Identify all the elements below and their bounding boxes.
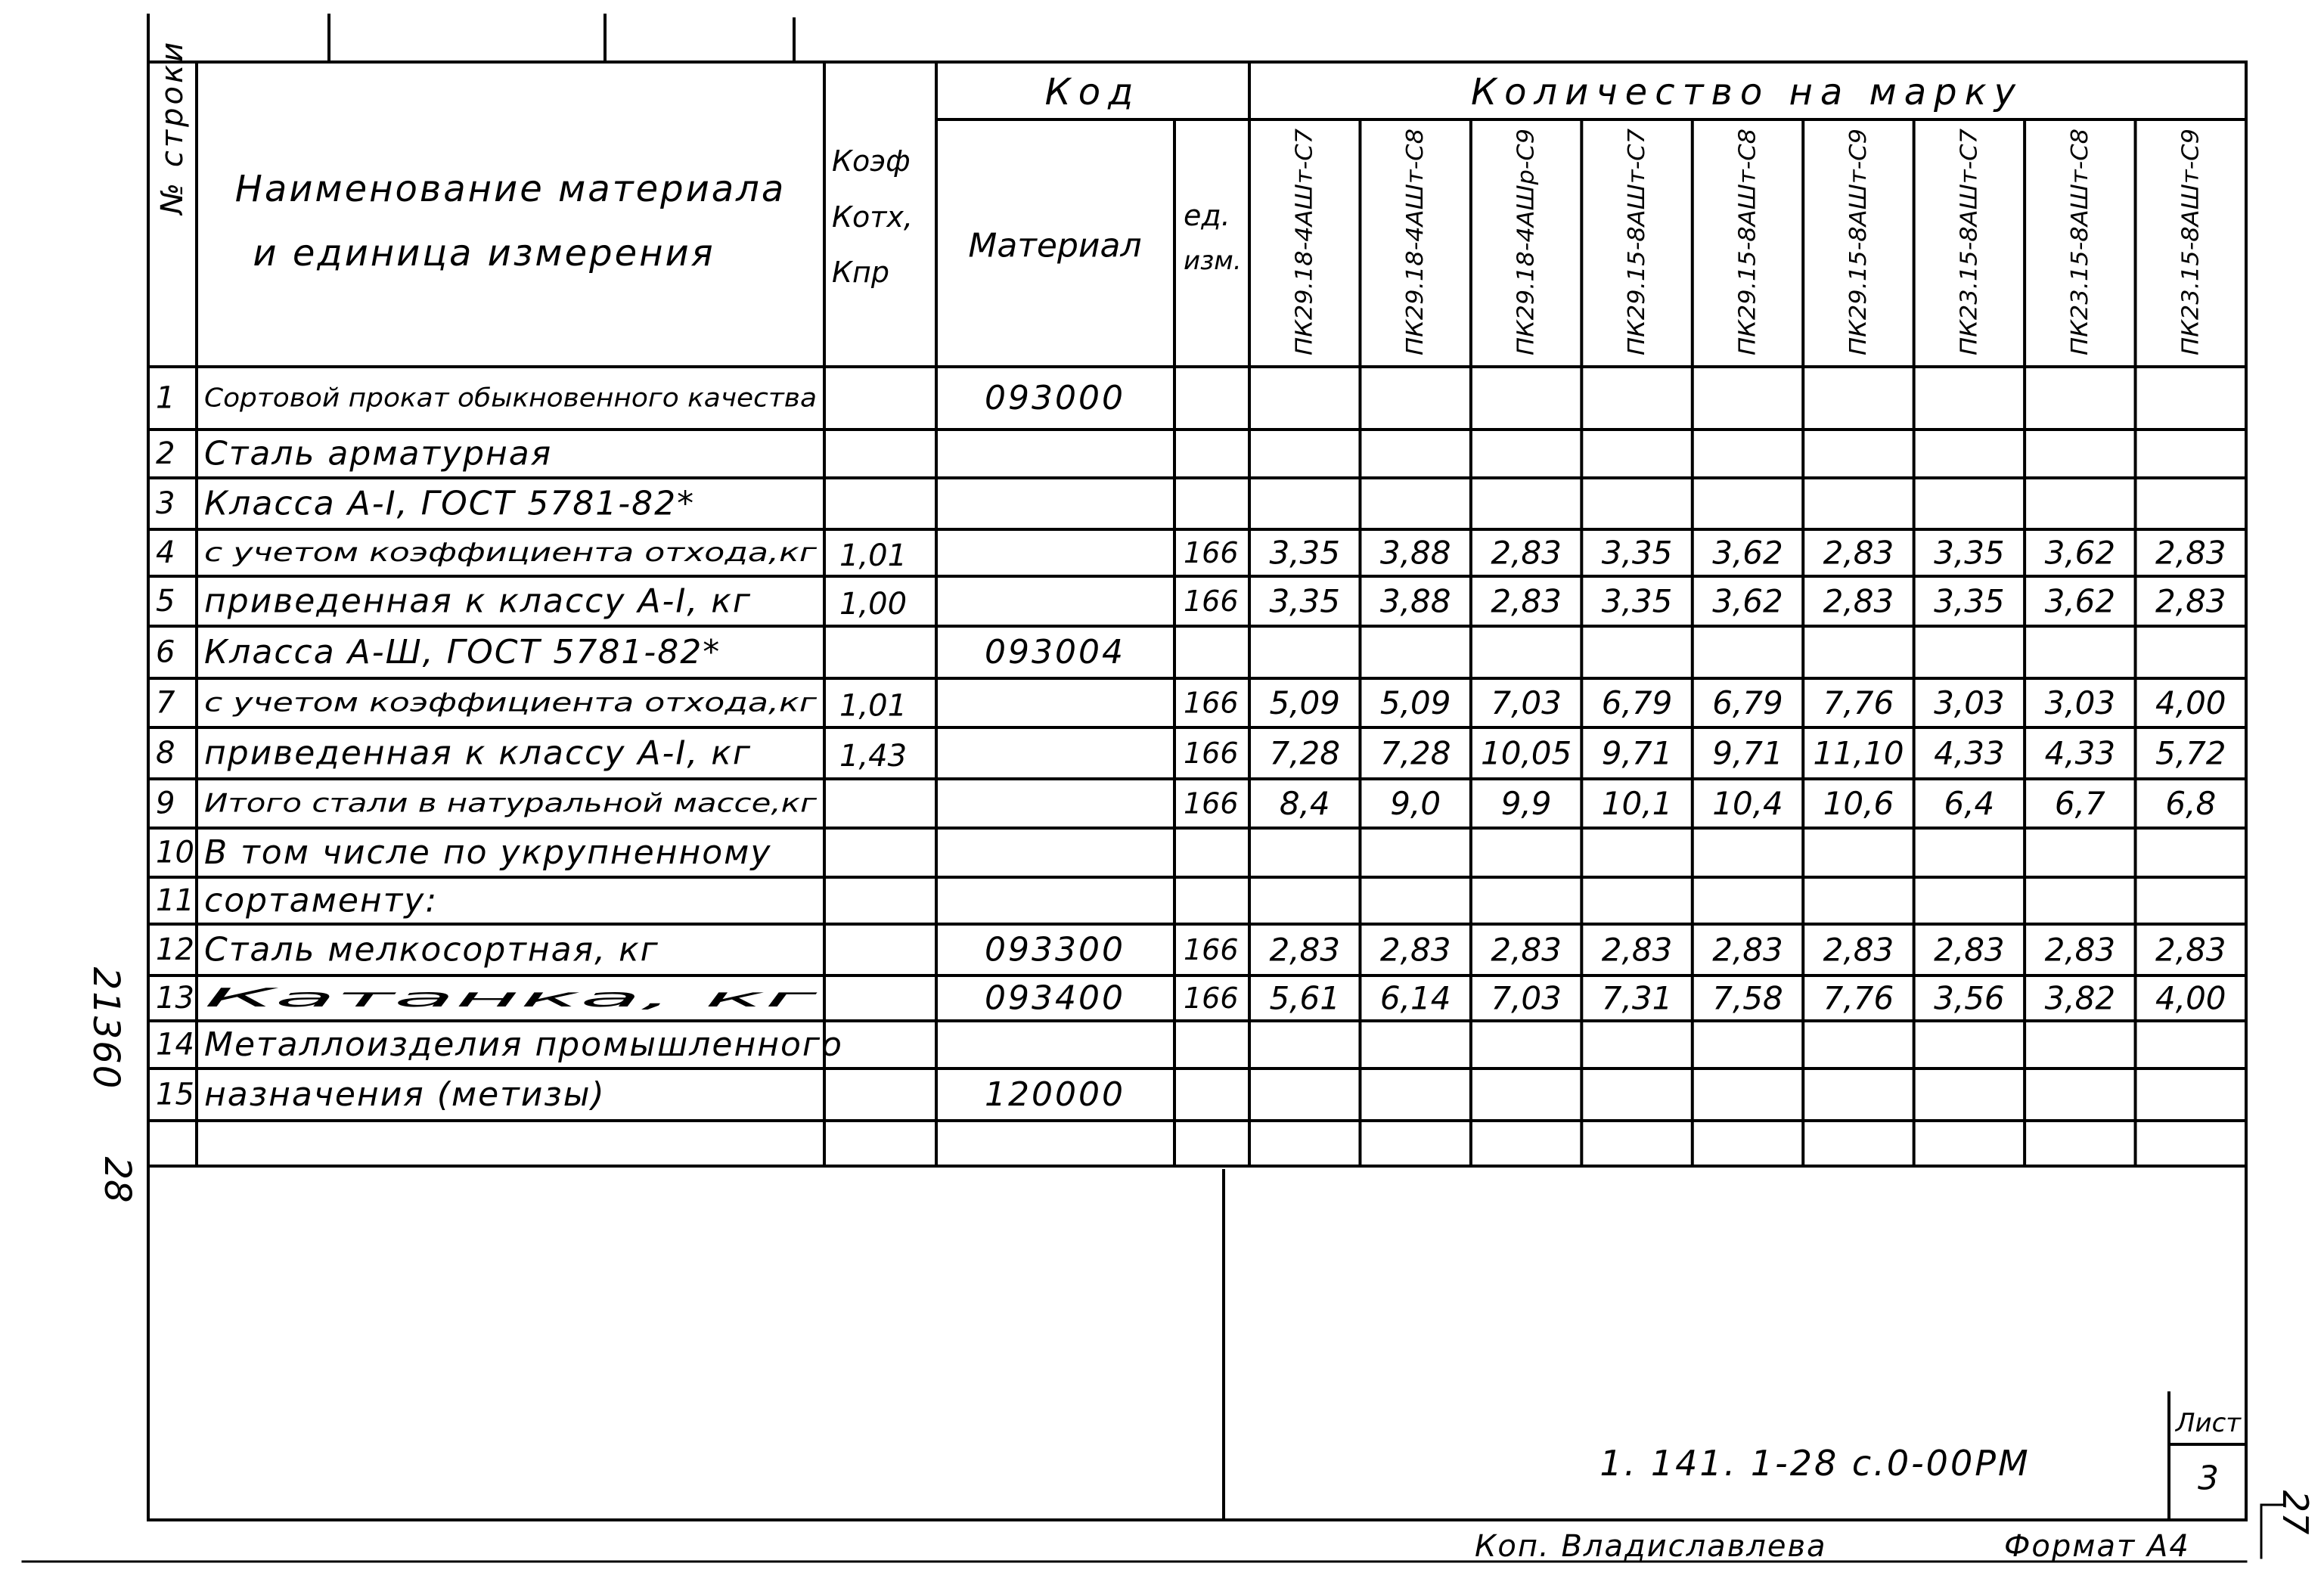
row-unit: 166 [1184,585,1239,618]
row-value: 3,82 [2044,979,2116,1017]
row-value: 9,71 [1712,734,1783,772]
row-name: Итого стали в натуральной массе,кг [204,788,818,819]
row-value: 3,35 [1269,582,1340,620]
row-number: 8 [156,736,175,771]
row-material-code: 093004 [985,633,1125,671]
row-number: 4 [156,535,175,570]
row-name: Сортовой прокат обыкновенного качества [204,383,817,414]
row-value: 7,03 [1491,684,1562,721]
row-value: 3,35 [1934,534,2005,572]
row-name: назначения (метизы) [204,1075,606,1114]
row-value: 2,83 [1491,582,1562,620]
row-value: 2,83 [2155,582,2226,620]
row-value: 8,4 [1279,785,1330,822]
row-name: Класса А-I, ГОСТ 5781-82* [204,484,696,523]
row-value: 7,58 [1712,979,1783,1017]
row-value: 9,9 [1500,785,1552,822]
row-value: 11,10 [1813,734,1904,772]
row-value: 2,83 [1601,931,1673,969]
row-value: 7,31 [1601,979,1673,1017]
row-value: 3,62 [1712,582,1783,620]
row-name: приведенная к классу А-I, кг [204,582,752,621]
row-name: В том числе по укрупненному [204,833,772,872]
row-unit: 166 [1184,536,1239,569]
row-value: 7,28 [1269,734,1340,772]
row-value: 2,83 [1269,931,1340,969]
row-value: 10,1 [1601,785,1673,822]
mark-header: ПК23.15-8АШт-С9 [2177,143,2205,355]
material-header: Материал [968,226,1142,265]
row-value: 5,09 [1379,684,1451,721]
row-number: 11 [156,883,194,918]
row-value: 2,83 [1823,534,1894,572]
row-value: 6,79 [1601,684,1673,721]
mark-header: ПК29.15-8АШт-С7 [1624,143,1651,355]
row-coef: 1,43 [839,739,908,774]
row-value: 4,33 [2044,734,2116,772]
row-value: 7,28 [1379,734,1451,772]
row-coef: 1,01 [839,538,908,573]
row-value: 2,83 [2155,931,2226,969]
coef-header: Кпр [832,256,889,289]
table-text [85,39,2316,1564]
row-name: сортаменту: [204,881,439,920]
unit-header: ед. [1184,199,1230,232]
copied-by: Коп. Владиславлева [1475,1529,1827,1564]
row-unit: 166 [1184,786,1239,820]
row-value: 10,4 [1712,785,1783,822]
mark-header: ПК29.18-4АШр-С9 [1513,141,1540,355]
row-value: 7,76 [1823,979,1894,1017]
row-number: 2 [156,436,175,471]
row-material-code: 093000 [985,379,1125,417]
row-value: 3,88 [1379,582,1451,620]
row-value: 4,33 [1934,734,2005,772]
row-number: 3 [156,486,175,521]
sheet-number: 3 [2198,1459,2219,1498]
row-value: 6,8 [2165,785,2217,822]
row-name: приведенная к классу А-I, кг [204,734,752,773]
row-number: 5 [156,584,175,619]
row-number: 14 [156,1027,194,1062]
row-unit: 166 [1184,686,1239,720]
row-number: 6 [156,634,175,670]
row-value: 9,0 [1390,785,1441,822]
row-value: 9,71 [1601,734,1673,772]
row-value: 3,62 [2044,534,2116,572]
row-name: Сталь мелкосортная, кг [204,930,659,969]
row-name: Сталь арматурная [204,434,553,473]
row-value: 3,35 [1269,534,1340,572]
row-value: 2,83 [1491,534,1562,572]
format-label: Формат А4 [2004,1529,2190,1564]
mark-header: ПК29.15-8АШт-С8 [1734,143,1761,355]
row-name: с учетом коэффициента отхода,кг [204,538,818,568]
coef-header: Коэф [832,144,911,178]
row-value: 4,00 [2155,684,2226,721]
row-value: 7,76 [1823,684,1894,721]
row-number: 12 [156,932,194,967]
row-number-header: № строки [155,39,190,215]
document-code: 1. 141. 1-28 с.0-00РМ [1599,1443,2031,1484]
row-value: 5,72 [2155,734,2226,772]
inventory-number: 21360 [85,966,127,1090]
row-unit: 166 [1184,737,1239,770]
row-material-code: 093400 [985,979,1125,1018]
row-value: 3,03 [1934,684,2005,721]
name-header: и единица измерения [253,232,715,274]
row-number: 13 [156,981,194,1016]
row-number: 1 [156,380,175,416]
row-value: 6,4 [1944,785,1995,822]
row-value: 7,03 [1491,979,1562,1017]
coef-header: Котх, [832,200,913,234]
row-value: 10,6 [1823,785,1894,822]
quantity-header: Количество на марку [1470,71,2024,113]
row-number: 9 [156,786,175,821]
row-value: 3,62 [1712,534,1783,572]
row-value: 2,83 [1712,931,1783,969]
row-number: 7 [156,685,175,721]
row-name: Металлоизделия промышленного [204,1025,843,1064]
name-header: Наименование материала [234,168,787,210]
row-value: 5,09 [1269,684,1340,721]
row-unit: 166 [1184,933,1239,966]
row-value: 3,88 [1379,534,1451,572]
row-material-code: 120000 [985,1075,1125,1114]
row-value: 3,03 [2044,684,2116,721]
row-value: 2,83 [2155,534,2226,572]
row-value: 3,62 [2044,582,2116,620]
row-value: 5,61 [1269,979,1340,1017]
mark-header: ПК23.15-8АШт-С8 [2066,143,2093,355]
row-number: 15 [156,1077,194,1112]
row-value: 2,83 [1823,582,1894,620]
row-value: 2,83 [1823,931,1894,969]
row-value: 2,83 [2044,931,2116,969]
row-value: 6,14 [1379,979,1451,1017]
code-header: Код [1044,71,1141,113]
row-value: 3,35 [1601,582,1673,620]
row-value: 10,05 [1480,734,1572,772]
mark-header: ПК29.18-4АШт-С8 [1402,143,1429,355]
row-value: 6,79 [1712,684,1783,721]
row-material-code: 093300 [985,930,1125,969]
unit-header: изм. [1184,246,1242,276]
mark-header: ПК29.18-4АШт-С7 [1291,143,1318,355]
row-number: 10 [156,835,194,870]
margin-number: 28 [96,1156,138,1203]
row-name: с учетом коэффициента отхода,кг [204,687,818,718]
mark-header: ПК23.15-8АШт-С7 [1956,143,1983,355]
mark-header: ПК29.15-8АШт-С9 [1845,143,1872,355]
row-value: 2,83 [1491,931,1562,969]
page-number: 27 [2275,1490,2316,1535]
sheet-label: Лист [2175,1408,2242,1438]
row-name: Класса А-Ш, ГОСТ 5781-82* [204,633,721,671]
row-value: 4,00 [2155,979,2226,1017]
row-value: 3,56 [1934,979,2005,1017]
row-value: 6,7 [2054,785,2105,822]
row-coef: 1,00 [839,587,908,622]
row-value: 3,35 [1934,582,2005,620]
row-name: Катанка, кг [204,983,821,1013]
row-unit: 166 [1184,982,1239,1015]
row-value: 2,83 [1379,931,1451,969]
row-value: 2,83 [1934,931,2005,969]
row-coef: 1,01 [839,688,908,724]
row-value: 3,35 [1601,534,1673,572]
